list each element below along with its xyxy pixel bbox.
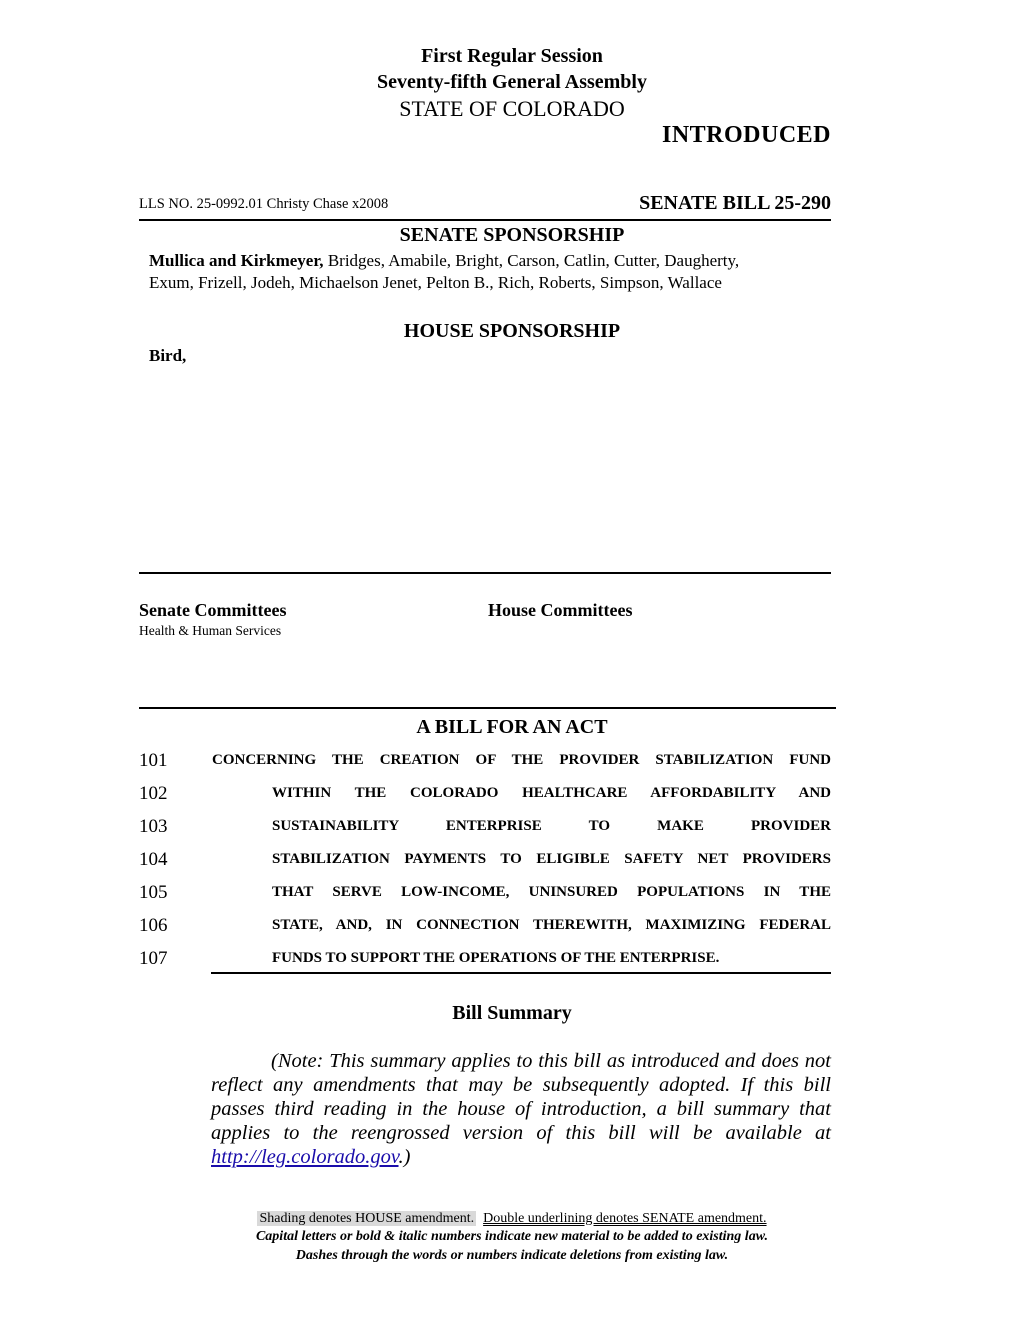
committees-rule xyxy=(139,707,836,709)
senate-cosponsors-line2: Exum, Frizell, Jodeh, Michaelson Jenet, Pelton B., Rich, Roberts, Simpson, Wallace xyxy=(149,273,722,292)
line-number: 103 xyxy=(139,816,168,837)
legislature-link[interactable]: http://leg.colorado.gov xyxy=(211,1146,399,1168)
lls-number: LLS NO. 25-0992.01 Christy Chase x2008 xyxy=(139,196,389,212)
senate-prime-sponsors: Mullica and Kirkmeyer, xyxy=(149,251,324,270)
assembly-title: Seventy-fifth General Assembly xyxy=(377,71,647,93)
senate-committees-title: Senate Committees xyxy=(139,600,287,620)
state-title: STATE OF COLORADO xyxy=(399,96,625,121)
bill-title-line: WITHIN THE COLORADO HEALTHCARE AFFORDABILITY AND xyxy=(272,785,831,801)
footer-amendment-legend xyxy=(0,1211,1024,1227)
line-number: 107 xyxy=(139,948,168,969)
senate-committees-list: Health & Human Services xyxy=(139,623,282,638)
senate-cosponsors-line1: Bridges, Amabile, Bright, Carson, Catlin, Cutter, Daugherty, xyxy=(323,251,740,270)
sponsorship-rule xyxy=(139,572,831,574)
senate-sponsorship-title: SENATE SPONSORSHIP xyxy=(399,224,625,246)
house-prime-sponsors: Bird, xyxy=(149,346,187,365)
footer-capital-note: Capital letters or bold & italic numbers indicate new material to be added to existing law. xyxy=(255,1229,769,1244)
bill-title-line: STABILIZATION PAYMENTS TO ELIGIBLE SAFETY NET PROVIDERS xyxy=(272,851,831,867)
bill-title-line: THAT SERVE LOW-INCOME, UNINSURED POPULATIONS IN THE xyxy=(272,884,831,900)
line-number: 105 xyxy=(139,882,168,903)
line-number: 101 xyxy=(139,750,168,771)
house-sponsorship-title: HOUSE SPONSORSHIP xyxy=(403,320,621,342)
bill-title-line: STATE, AND, IN CONNECTION THEREWITH, MAXIMIZING FEDERAL xyxy=(272,917,831,933)
footer-shading-note: Shading denotes HOUSE amendment. xyxy=(259,1211,475,1226)
house-committees-title: House Committees xyxy=(488,600,633,620)
act-title: A BILL FOR AN ACT xyxy=(416,716,608,738)
footer-double-underline-note: Double underlining denotes SENATE amendment. xyxy=(483,1211,767,1226)
header-rule xyxy=(139,219,831,221)
line-number: 106 xyxy=(139,915,168,936)
footer-dashes-note: Dashes through the words or numbers indicate deletions from existing law. xyxy=(295,1248,729,1263)
status-label: INTRODUCED xyxy=(661,122,831,148)
summary-title: Bill Summary xyxy=(452,1002,572,1024)
bill-number: SENATE BILL 25-290 xyxy=(639,192,831,214)
senate-sponsors xyxy=(149,250,839,272)
act-rule xyxy=(211,972,831,974)
line-number: 104 xyxy=(139,849,168,870)
summary-note-end: .) xyxy=(398,1146,411,1168)
bill-title-line: SUSTAINABILITY ENTERPRISE TO MAKE PROVIDER xyxy=(272,818,831,834)
summary-note-text: (Note: This summary applies to this bill as introduced and does not reflect any amendments that may be subsequently adopted. If this bill passes third reading in the house of introduction, a bill summary that applies to the reengrossed version of this bill will be available at xyxy=(211,1050,831,1144)
bill-title-line: FUNDS TO SUPPORT THE OPERATIONS OF THE ENTERPRISE. xyxy=(272,950,720,966)
bill-title-line: CONCERNING THE CREATION OF THE PROVIDER STABILIZATION FUND xyxy=(212,752,831,768)
summary-note xyxy=(211,1049,831,1169)
line-number: 102 xyxy=(139,783,168,804)
session-title: First Regular Session xyxy=(421,45,603,67)
